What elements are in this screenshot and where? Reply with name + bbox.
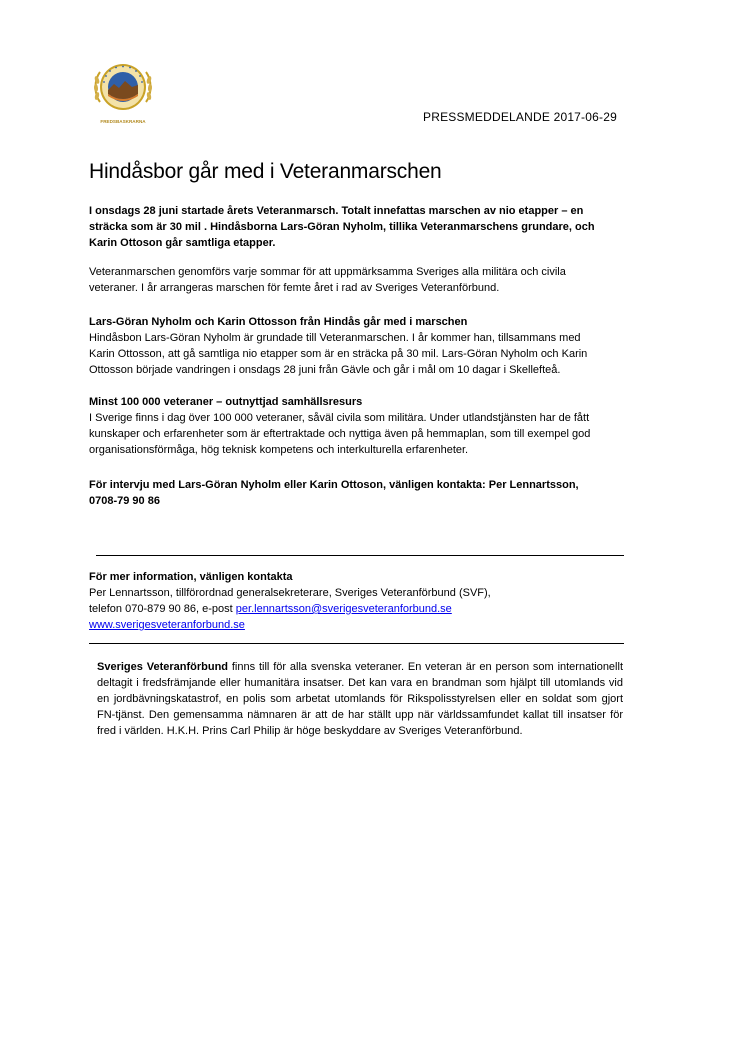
section-line: Karin Ottosson, att gå samtliga nio etapper som är en sträcka på 30 mil. Lars-Göran Nyholm och Karin bbox=[89, 348, 588, 360]
intro-paragraph bbox=[89, 264, 649, 296]
interview-contact bbox=[89, 477, 649, 509]
page-title: Hindåsbor går med i Veteranmarschen bbox=[89, 160, 442, 183]
divider-bottom bbox=[89, 643, 624, 644]
section-nyholm-ottosson bbox=[89, 314, 649, 378]
contact-line: 0708-79 90 86 bbox=[89, 495, 160, 507]
more-info-line: Per Lennartsson, tillförordnad generalsekreterare, Sveriges Veteranförbund (SVF), bbox=[89, 587, 491, 599]
section-line: I Sverige finns i dag över 100 000 veteraner, såväl civila som militära. Under utlandstjänsten har de fått bbox=[89, 412, 590, 424]
lead-line: sträcka som är 30 mil . Hindåsborna Lars-Göran Nyholm, tillika Veteranmarschens grundare, och bbox=[89, 221, 595, 233]
about-text: finns till för alla svenska veteraner. En veteran är en person som internationellt deltagit i fredsfrämjande eller humanitära insatser. Det kan vara en brandman som hjälpt till utomlands vid en jordbävningskatastrof, en polis som arbetat utomlands för Rikspolisstyrelsen eller en soldat som gjort FN-tjänst. Den gemensamma nämnaren är att de har ställt upp när världssamfundet kallat till insatser för fred i världen. H.K.H. Prins Carl Philip är höge beskyddare av Sveriges Veteranförbund. bbox=[97, 661, 623, 737]
press-release-date: PRESSMEDDELANDE 2017-06-29 bbox=[423, 110, 617, 124]
section-veterans-resource bbox=[89, 394, 649, 458]
about-org-name: Sveriges Veteranförbund bbox=[97, 661, 229, 673]
section-line: Ottosson började vandringen i onsdags 28 juni från Gävle och går i mål om 10 dagar i Skellefteå. bbox=[89, 364, 561, 376]
contact-line: För intervju med Lars-Göran Nyholm eller Karin Ottoson, vänligen kontakta: Per Lennartsson, bbox=[89, 479, 579, 491]
email-link[interactable]: per.lennartsson@sverigesveteranforbund.se bbox=[235, 603, 452, 615]
veteranforbund-logo bbox=[92, 58, 154, 128]
section-heading: Lars-Göran Nyholm och Karin Ottosson från Hindås går med i marschen bbox=[89, 316, 468, 328]
more-info-line bbox=[89, 601, 649, 617]
intro-line: Veteranmarschen genomförs varje sommar för att uppmärksamma Sveriges alla militära och civila bbox=[89, 266, 566, 278]
more-info-phone: telefon 070-879 90 86, e-post bbox=[89, 603, 236, 615]
lead-paragraph bbox=[89, 203, 649, 251]
svg-text:FREDSBASKRARNA: FREDSBASKRARNA bbox=[100, 119, 146, 124]
section-line: Hindåsbon Lars-Göran Nyholm är grundade till Veteranmarschen. I år kommer han, tillsammans med bbox=[89, 332, 581, 344]
section-heading: Minst 100 000 veteraner – outnyttjad samhällsresurs bbox=[89, 396, 363, 408]
section-line: organisationsförmåga, hög teknisk kompetens och interkulturella erfarenheter. bbox=[89, 444, 469, 456]
website-link[interactable]: www.sverigesveteranforbund.se bbox=[89, 619, 245, 631]
about-paragraph bbox=[97, 659, 623, 739]
more-info-block bbox=[89, 569, 649, 633]
section-line: kunskaper och erfarenheter som är eftertraktade och nyttiga även på hemmaplan, som till exempel god bbox=[89, 428, 591, 440]
more-info-heading: För mer information, vänligen kontakta bbox=[89, 571, 293, 583]
divider-top bbox=[96, 555, 624, 556]
lead-line: I onsdags 28 juni startade årets Veteranmarsch. Totalt innefattas marschen av nio etapper – en bbox=[89, 205, 584, 217]
lead-line: Karin Ottoson går samtliga etapper. bbox=[89, 237, 276, 249]
intro-line: veteraner. I år arrangeras marschen för femte året i rad av Sveriges Veteranförbund. bbox=[89, 282, 500, 294]
more-info-line bbox=[89, 617, 649, 633]
